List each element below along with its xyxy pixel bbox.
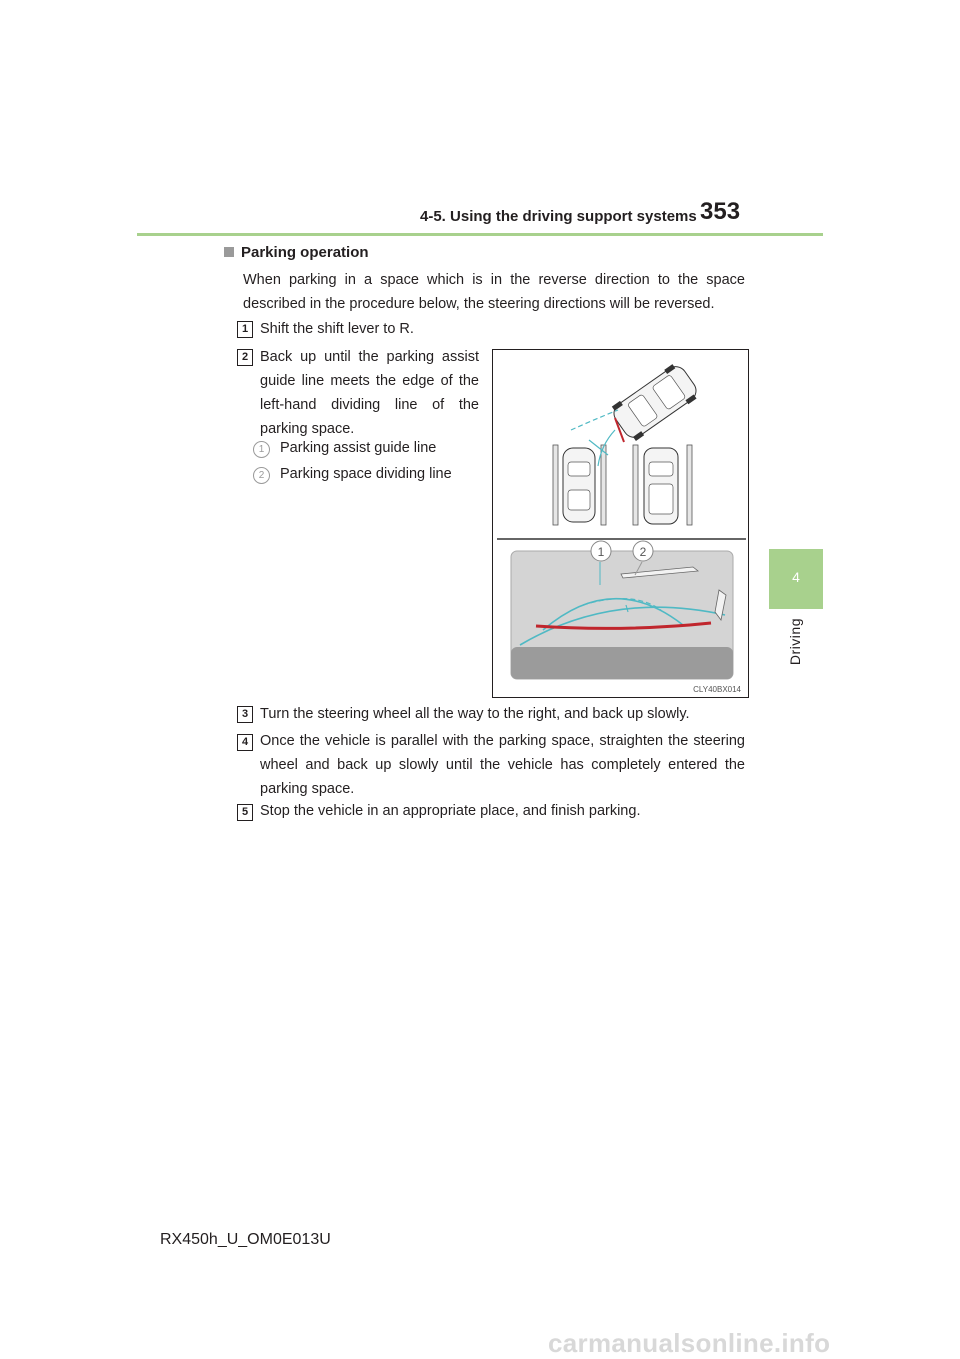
- callout-marker-2: 2: [253, 467, 270, 484]
- figure-marker-2-label: 2: [639, 545, 647, 559]
- parked-car-right: [644, 448, 678, 524]
- parking-line-right-b: [687, 445, 692, 525]
- watermark: carmanualsonline.info: [548, 1328, 831, 1358]
- chapter-number: 4: [792, 569, 800, 585]
- camera-view-bumper: [511, 647, 733, 679]
- guide-curve-top-b: [598, 430, 615, 466]
- step-badge-1: 1: [237, 321, 253, 338]
- step-badge-4: 4: [237, 734, 253, 751]
- step-badge-5: 5: [237, 804, 253, 821]
- step-badge-2: 2: [237, 349, 253, 366]
- callout-label-1: Parking assist guide line: [280, 440, 437, 456]
- parking-line-left: [553, 445, 558, 525]
- parking-line-right-a: [633, 445, 638, 525]
- step-text-3: Turn the steering wheel all the way to the right, and back up slowly.: [260, 706, 690, 722]
- intro-paragraph: When parking in a space which is in the reverse direction to the space described in the procedure below, the steering directions will be reversed.: [243, 272, 745, 312]
- callout-label-2: Parking space dividing line: [280, 466, 452, 482]
- header-rule: [137, 233, 823, 236]
- guide-curve-top-a: [571, 410, 618, 430]
- figure-marker-1-label: 1: [597, 545, 605, 559]
- step-text-5: Stop the vehicle in an appropriate place, and finish parking.: [260, 803, 641, 819]
- step-text-4: Once the vehicle is parallel with the parking space, straighten the steering wheel and back up slowly until the vehicle has completely entered the parking space.: [260, 733, 745, 797]
- footer-model-code: RX450h_U_OM0E013U: [160, 1231, 331, 1248]
- parking-illustration: [492, 349, 749, 698]
- section-heading-text: Parking operation: [241, 244, 369, 261]
- page-number: 353: [700, 198, 741, 225]
- parked-car-left: [563, 448, 595, 522]
- parking-line-middle: [601, 445, 606, 525]
- section-heading: [224, 244, 369, 261]
- parking-illustration-svg: [493, 350, 749, 698]
- chapter-label: Driving: [787, 618, 803, 666]
- step-badge-3: 3: [237, 706, 253, 723]
- square-bullet-icon: [224, 247, 234, 257]
- step-text-1: Shift the shift lever to R.: [260, 321, 414, 337]
- header-section-title: 4-5. Using the driving support systems: [420, 208, 697, 225]
- reversing-car: [609, 361, 702, 444]
- callout-marker-1: 1: [253, 441, 270, 458]
- figure-code: CLY40BX014: [693, 685, 741, 694]
- chapter-tab: [769, 549, 823, 609]
- step-text-2: Back up until the parking assist guide line meets the edge of the left-hand dividing line of the parking space.: [260, 349, 479, 437]
